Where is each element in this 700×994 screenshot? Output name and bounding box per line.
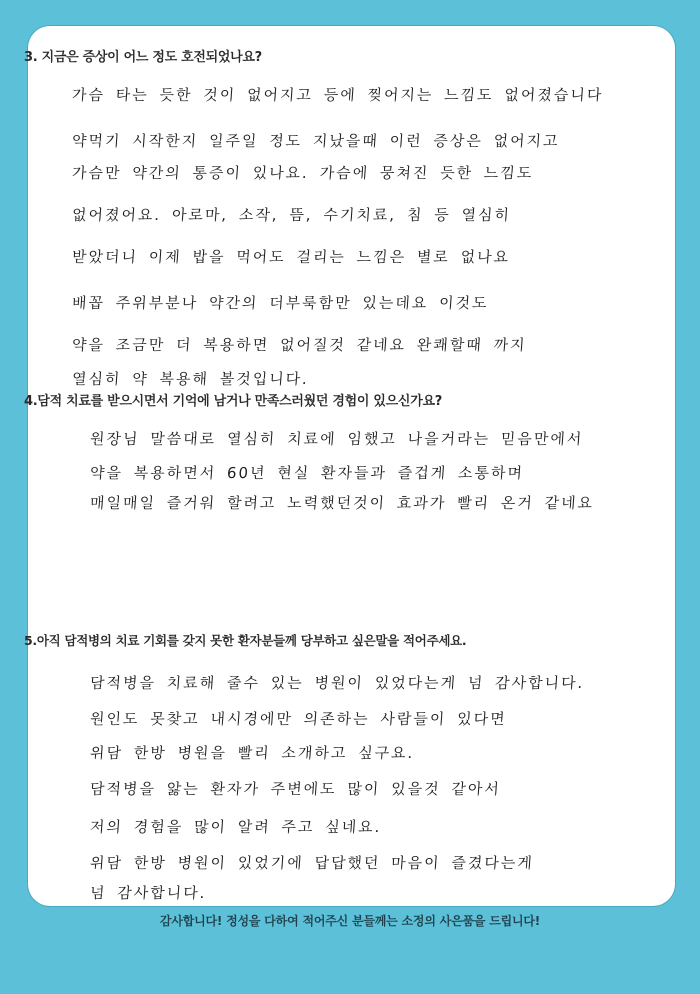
answer-4-line-1: 원장님 말씀대로 열심히 치료에 임했고 나을거라는 믿음만에서 — [89, 430, 584, 448]
footer-note: 감사합니다! 정성을 다하여 적어주신 분들께는 소정의 사은품을 드립니다! — [159, 914, 541, 928]
answer-5-line-7: 넘 감사합니다. — [89, 884, 208, 902]
answer-5-line-2: 원인도 못찾고 내시경에만 의존하는 사람들이 있다면 — [89, 710, 508, 728]
answer-5-line-1: 담적병을 치료해 줄수 있는 병원이 있었다는게 넘 감사합니다. — [89, 674, 586, 692]
answer-4-line-3: 매일매일 즐거워 할려고 노력했던것이 효과가 빨리 온거 같네요 — [89, 494, 595, 512]
answer-3-line-4: 없어졌어요. 아로마, 소작, 뜸, 수기치료, 침 등 열심히 — [71, 206, 512, 224]
answer-4-line-2: 약을 복용하면서 60년 현실 환자들과 즐겁게 소통하며 — [89, 464, 525, 482]
answer-3-line-8: 열심히 약 복용해 볼것입니다. — [71, 370, 310, 388]
answer-3-line-6: 배꼽 주위부분나 약간의 더부룩함만 있는데요 이것도 — [71, 294, 490, 312]
question-4-title: 4.담적 치료를 받으시면서 기억에 남거나 만족스러웠던 경험이 있으신가요? — [24, 394, 442, 409]
answer-5-line-3: 위담 한방 병원을 빨리 소개하고 싶구요. — [89, 744, 416, 762]
answer-5-line-5: 저의 경험을 많이 알려 주고 싶네요. — [89, 818, 383, 836]
answer-3-line-5: 받았더니 이제 밥을 먹어도 걸리는 느낌은 별로 없나요 — [71, 248, 511, 266]
question-5-title: 5.아직 담적병의 치료 기회를 갖지 못한 환자분들께 당부하고 싶은말을 적어주세요. — [24, 633, 467, 648]
answer-3-line-7: 약을 조금만 더 복용하면 없어질것 같네요 완쾌할때 까지 — [71, 336, 528, 354]
answer-3-line-3: 가슴만 약간의 통증이 있나요. 가슴에 뭉쳐진 듯한 느낌도 — [71, 164, 535, 182]
answer-5-line-4: 담적병을 앓는 환자가 주변에도 많이 있을것 같아서 — [89, 780, 502, 798]
answer-5-line-6: 위담 한방 병원이 있었기에 답답했던 마음이 즐겼다는게 — [89, 854, 535, 872]
answer-3-line-1: 가슴 타는 듯한 것이 없어지고 등에 찢어지는 느낌도 없어졌습니다 — [71, 86, 604, 104]
question-3-title: 3. 지금은 증상이 어느 정도 호전되었나요? — [24, 50, 262, 65]
answer-3-line-2: 약먹기 시작한지 일주일 정도 지났을때 이런 증상은 없어지고 — [71, 132, 561, 150]
